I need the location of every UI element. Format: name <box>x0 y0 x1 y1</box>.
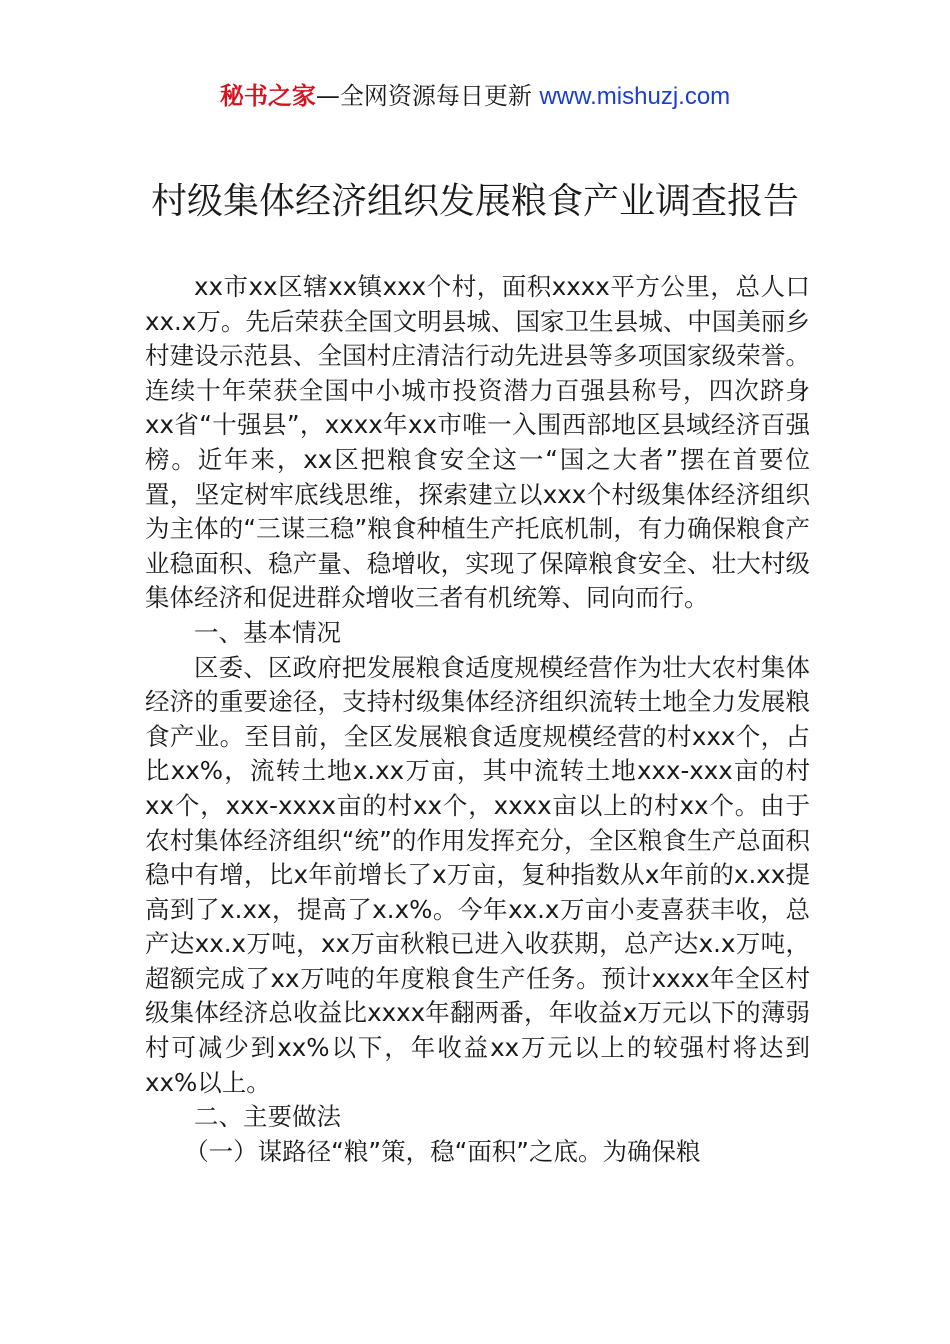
site-tagline: —全网资源每日更新 <box>315 82 540 110</box>
paragraph-practice-1: （一）谋路径“粮”策，稳“面积”之底。为确保粮 <box>184 1136 701 1166</box>
document-body <box>145 270 810 1169</box>
site-brand: 秘书之家 <box>219 82 316 110</box>
section-heading-practices: 二、主要做法 <box>194 1102 341 1132</box>
paragraph-basic-situation: 区委、区政府把发展粮食适度规模经营作为壮大农村集体经济的重要途径，支持村级集体经济组织流转土地全力发展粮食产业。至目前，全区发展粮食适度规模经营的村xxx个，占比xx%，流转土地x.xx万亩，其中流转土地xxx-xxx亩的村xx个，xxx-xxxx亩的村xx个，xxxx亩以上的村xx个。由于农村集体经济组织“统”的作用发挥充分，全区粮食生产总面积稳中有增，比x年前增长了x万亩，复种指数从x年前的x.xx提高到了x.xx，提高了x.x%。今年xx.x万亩小麦喜获丰收，总产达xx.x万吨，xx万亩秋粮已进入收获期，总产达x.x万吨，超额完成了xx万吨的年度粮食生产任务。预计xxxx年全区村级集体经济总收益比xxxx年翻两番，年收益x万元以下的薄弱村可减少到xx%以下，年收益xx万元以上的较强村将达到xx%以上。 <box>145 652 810 1097</box>
document-title: 村级集体经济组织发展粮食产业调查报告 <box>150 181 799 222</box>
site-header <box>0 78 950 115</box>
section-heading-basic: 一、基本情况 <box>194 617 341 647</box>
paragraph-intro: xx市xx区辖xx镇xxx个村，面积xxxx平方公里，总人口xx.x万。先后荣获全国文明县城、国家卫生县城、中国美丽乡村建设示范县、全国村庄清洁行动先进县等多项国家级荣誉。连续十年荣获全国中小城市投资潜力百强县称号，四次跻身xx省“十强县”，xxxx年xx市唯一入围西部地区县域经济百强榜。近年来，xx区把粮食安全这一“国之大者”摆在首要位置，坚定树牢底线思维，探索建立以xxx个村级集体经济组织为主体的“三谋三稳”粮食种植生产托底机制，有力确保粮食产业稳面积、稳产量、稳增收，实现了保障粮食安全、壮大村级集体经济和促进群众增收三者有机统筹、同向而行。 <box>145 272 810 613</box>
site-url-link[interactable]: www.mishuzj.com <box>539 83 731 110</box>
